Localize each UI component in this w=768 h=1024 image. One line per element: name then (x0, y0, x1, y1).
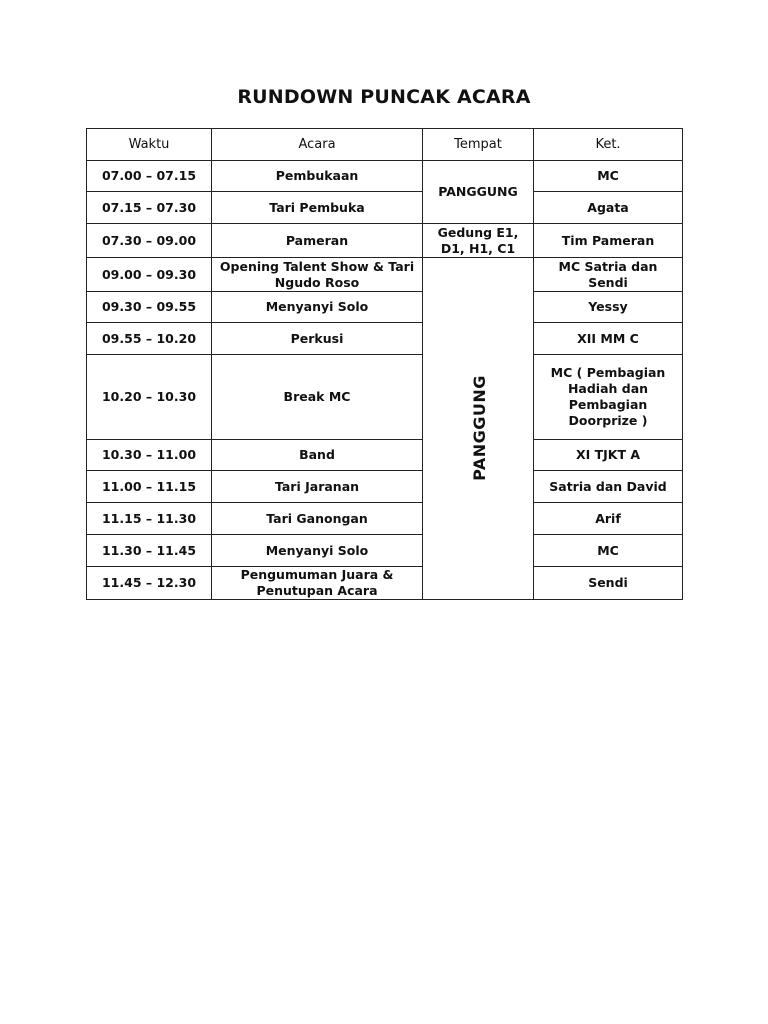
cell-ket: Satria dan David (534, 471, 683, 503)
cell-waktu: 11.15 – 11.30 (87, 503, 212, 535)
cell-ket: Arif (534, 503, 683, 535)
header-waktu: Waktu (87, 129, 212, 161)
table-row (87, 567, 683, 600)
document-title: RUNDOWN PUNCAK ACARA (237, 86, 531, 108)
table-row (87, 323, 683, 355)
cell-acara: Pengumuman Juara & Penutupan Acara (212, 567, 423, 600)
cell-acara: Tari Pembuka (212, 192, 423, 224)
table-row (87, 471, 683, 503)
rundown-table (86, 128, 683, 600)
table-header-row (87, 129, 683, 161)
cell-waktu: 07.15 – 07.30 (87, 192, 212, 224)
cell-acara: Pameran (212, 224, 423, 258)
cell-acara: Perkusi (212, 323, 423, 355)
table-row (87, 503, 683, 535)
cell-ket: XI TJKT A (534, 440, 683, 471)
cell-ket: Tim Pameran (534, 224, 683, 258)
cell-acara: Pembukaan (212, 161, 423, 192)
table-row (87, 440, 683, 471)
cell-acara: Band (212, 440, 423, 471)
cell-ket: XII MM C (534, 323, 683, 355)
table-row (87, 224, 683, 258)
cell-ket: MC (534, 161, 683, 192)
cell-acara: Break MC (212, 355, 423, 440)
cell-waktu: 11.45 – 12.30 (87, 567, 212, 600)
cell-waktu: 09.00 – 09.30 (87, 258, 212, 292)
vertical-panggung-label: PANGGUNG (469, 375, 489, 481)
cell-ket: Yessy (534, 292, 683, 323)
table-row (87, 258, 683, 292)
cell-ket: MC Satria dan Sendi (534, 258, 683, 292)
cell-waktu: 11.00 – 11.15 (87, 471, 212, 503)
cell-waktu: 10.30 – 11.00 (87, 440, 212, 471)
table-row (87, 535, 683, 567)
cell-waktu: 11.30 – 11.45 (87, 535, 212, 567)
cell-waktu: 09.30 – 09.55 (87, 292, 212, 323)
header-ket: Ket. (534, 129, 683, 161)
cell-ket: Agata (534, 192, 683, 224)
cell-tempat-gedung: Gedung E1, D1, H1, C1 (423, 224, 534, 258)
cell-waktu: 07.30 – 09.00 (87, 224, 212, 258)
cell-waktu: 10.20 – 10.30 (87, 355, 212, 440)
cell-ket: MC (534, 535, 683, 567)
cell-acara: Tari Ganongan (212, 503, 423, 535)
table-row (87, 292, 683, 323)
cell-acara: Menyanyi Solo (212, 292, 423, 323)
table-row (87, 355, 683, 440)
header-acara: Acara (212, 129, 423, 161)
table-row (87, 192, 683, 224)
cell-ket: Sendi (534, 567, 683, 600)
header-tempat: Tempat (423, 129, 534, 161)
cell-waktu: 09.55 – 10.20 (87, 323, 212, 355)
cell-waktu: 07.00 – 07.15 (87, 161, 212, 192)
cell-tempat-panggung: PANGGUNG (423, 161, 534, 224)
cell-tempat-panggung-vertical (423, 258, 534, 600)
cell-acara: Menyanyi Solo (212, 535, 423, 567)
cell-acara: Opening Talent Show & Tari Ngudo Roso (212, 258, 423, 292)
table-row (87, 161, 683, 192)
cell-acara: Tari Jaranan (212, 471, 423, 503)
cell-ket: MC ( Pembagian Hadiah dan Pembagian Doorprize ) (534, 355, 683, 440)
